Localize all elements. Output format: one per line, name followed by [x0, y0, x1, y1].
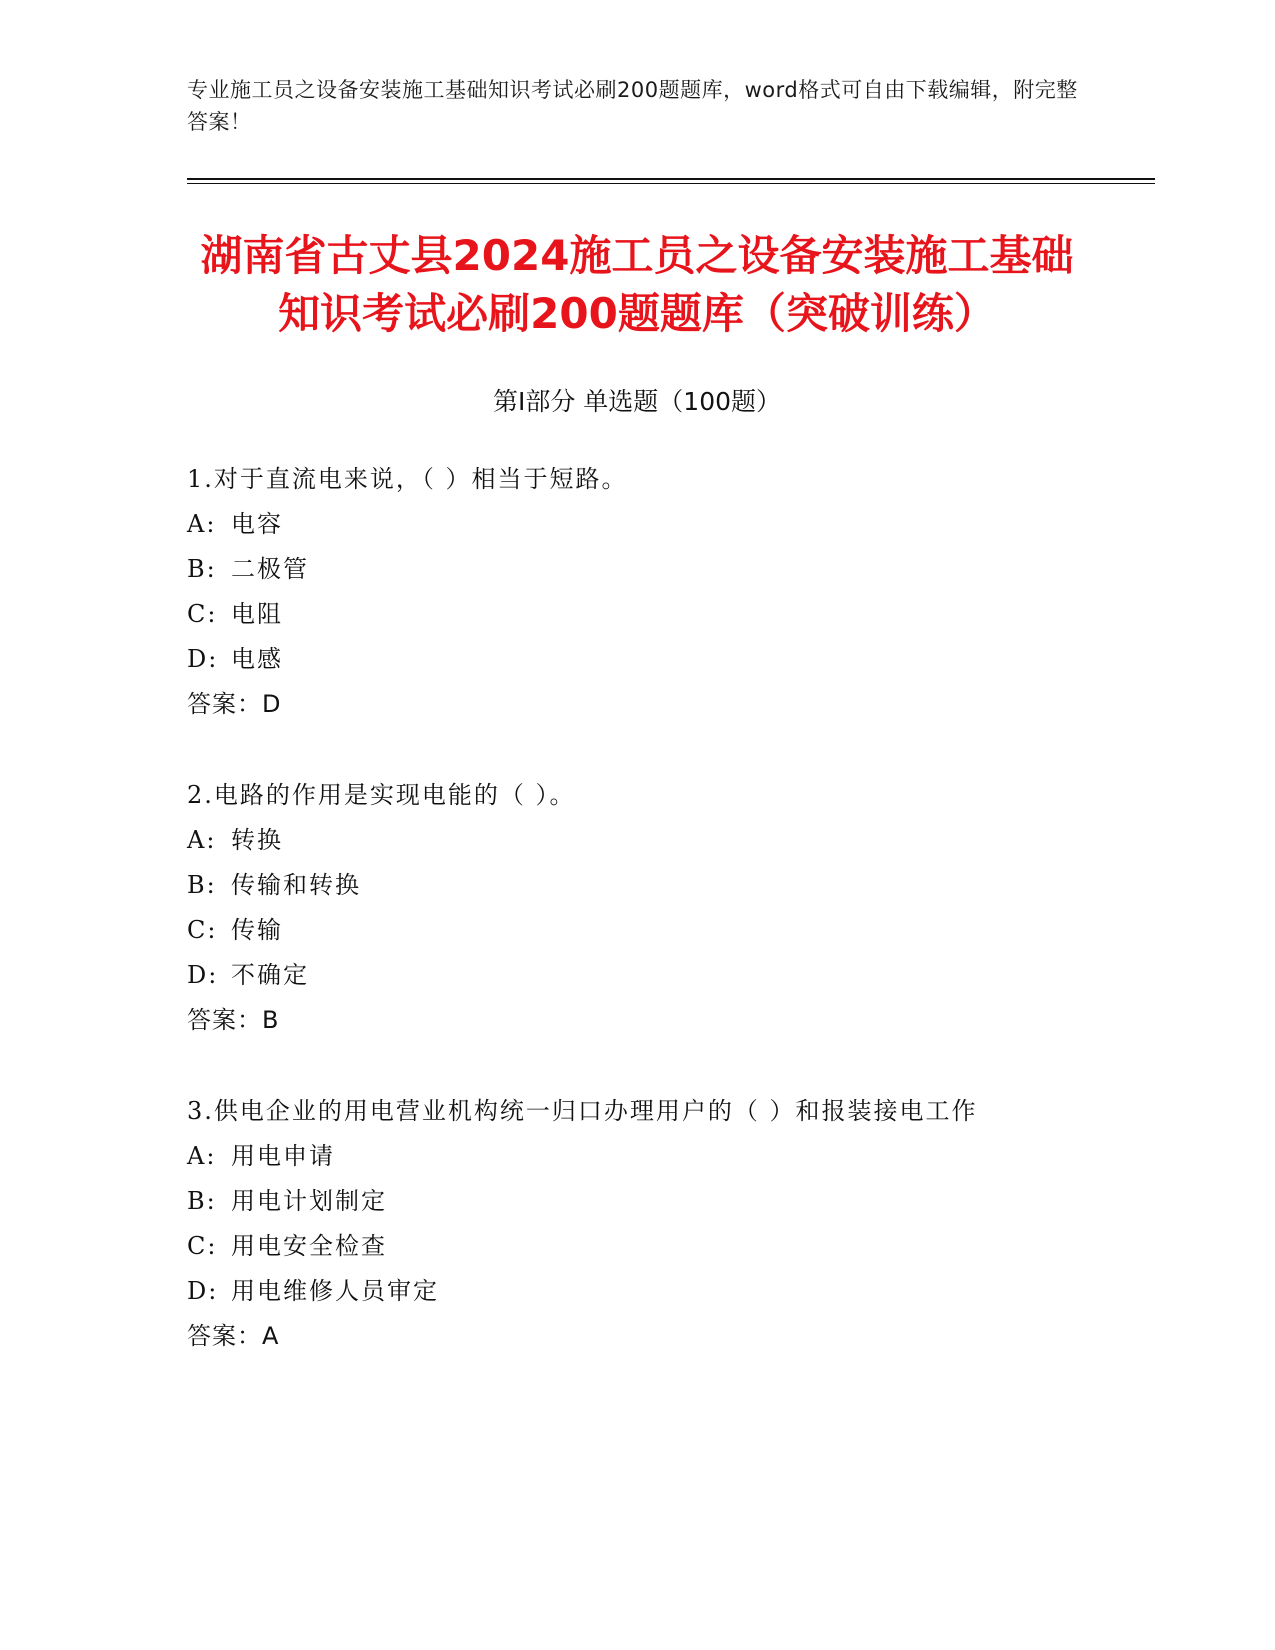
- question-2: [187, 778, 1155, 1048]
- answer-prefix: 答案：: [187, 1006, 262, 1034]
- option-a: [187, 1139, 1155, 1184]
- option-b: [187, 1184, 1155, 1229]
- question-stem: 2.电路的作用是实现电能的（ ）。: [187, 781, 576, 809]
- option-text: 电容: [231, 510, 283, 538]
- option-text: 不确定: [231, 961, 309, 989]
- header-note: 专业施工员之设备安装施工基础知识考试必刷200题题库，word格式可自由下载编辑，附完整答案！: [187, 78, 1078, 134]
- option-text: 用电安全检查: [231, 1232, 387, 1260]
- option-d: [187, 1274, 1155, 1319]
- answer-prefix: 答案：: [187, 1322, 262, 1350]
- question-1: [187, 462, 1155, 732]
- option-letter: A:: [187, 510, 217, 538]
- option-text: 用电维修人员审定: [231, 1277, 439, 1305]
- answer-value: A: [262, 1322, 280, 1350]
- section-title: 第I部分 单选题（100题）: [492, 387, 782, 416]
- option-text: 传输和转换: [231, 871, 361, 899]
- option-text: 电阻: [231, 600, 283, 628]
- answer-value: D: [262, 690, 282, 718]
- option-letter: D:: [187, 645, 219, 673]
- header-divider-thick: [187, 178, 1155, 180]
- option-d: [187, 958, 1155, 1003]
- answer-prefix: 答案：: [187, 690, 262, 718]
- option-letter: D:: [187, 1277, 219, 1305]
- option-text: 转换: [231, 826, 283, 854]
- option-letter: A:: [187, 826, 217, 854]
- option-letter: B:: [187, 555, 217, 583]
- option-c: [187, 1229, 1155, 1274]
- document-title: 湖南省古丈县2024施工员之设备安装施工基础知识考试必刷200题题库（突破训练）: [200, 231, 1074, 338]
- option-a: [187, 507, 1155, 552]
- option-b: [187, 552, 1155, 597]
- option-letter: C:: [187, 916, 218, 944]
- option-letter: C:: [187, 600, 218, 628]
- question-stem: 3.供电企业的用电营业机构统一归口办理用户的（ ）和报装接电工作: [187, 1097, 978, 1125]
- answer-value: B: [262, 1006, 280, 1034]
- option-text: 用电计划制定: [231, 1187, 387, 1215]
- question-3: [187, 1094, 1155, 1364]
- option-c: [187, 597, 1155, 642]
- answer-line: [187, 687, 1155, 732]
- option-text: 传输: [231, 916, 283, 944]
- option-c: [187, 913, 1155, 958]
- option-letter: D:: [187, 961, 219, 989]
- header-divider-thin: [187, 183, 1155, 184]
- answer-line: [187, 1319, 1155, 1364]
- option-text: 二极管: [231, 555, 309, 583]
- option-letter: C:: [187, 1232, 218, 1260]
- option-b: [187, 868, 1155, 913]
- option-text: 用电申请: [231, 1142, 335, 1170]
- option-letter: B:: [187, 1187, 217, 1215]
- option-text: 电感: [231, 645, 283, 673]
- question-stem: 1.对于直流电来说，（ ）相当于短路。: [187, 465, 628, 493]
- option-letter: A:: [187, 1142, 217, 1170]
- option-a: [187, 823, 1155, 868]
- answer-line: [187, 1003, 1155, 1048]
- option-d: [187, 642, 1155, 687]
- option-letter: B:: [187, 871, 217, 899]
